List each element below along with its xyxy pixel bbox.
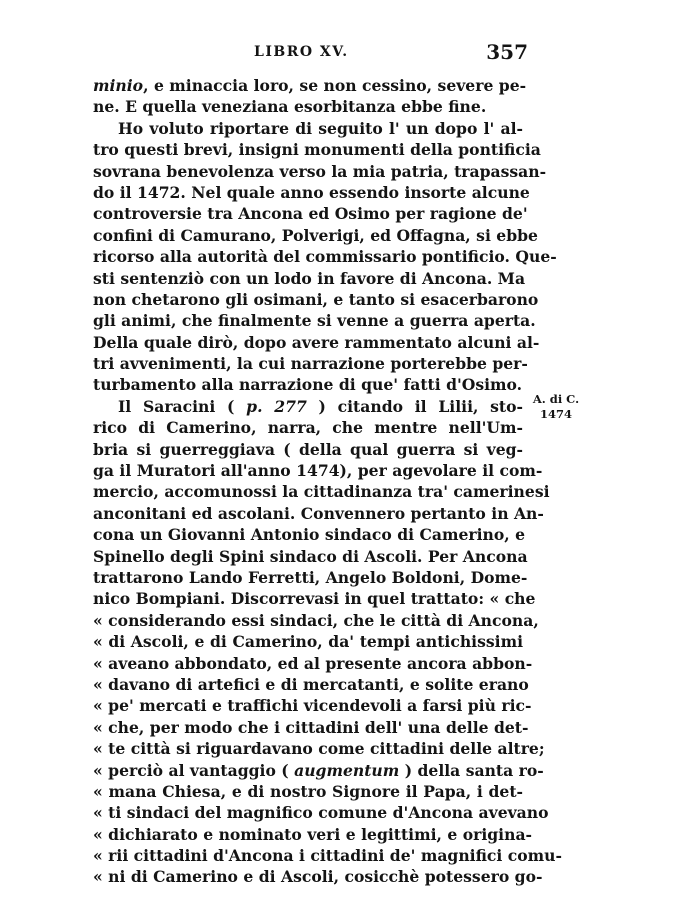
text-line: gli animi, che finalmente si venne a guerra aperta. bbox=[93, 311, 536, 331]
text-line: « aveano abbondato, ed al presente ancora abbon- bbox=[93, 653, 533, 673]
page-header bbox=[96, 40, 528, 66]
italic-term: minio bbox=[93, 76, 144, 95]
text-line: « davano di artefici e di mercatanti, e solite erano bbox=[93, 674, 529, 694]
text-line: controversie tra Ancona ed Osimo per ragione de' bbox=[93, 204, 528, 224]
text-line: « che, per modo che i cittadini dell' una delle det- bbox=[93, 717, 529, 737]
text-line: ga il Muratori all'anno 1474), per agevolare il com- bbox=[93, 461, 543, 481]
text-line: Della quale dirò, dopo avere rammentato alcuni al- bbox=[93, 332, 540, 352]
text-line: « pe' mercati e traffichi vicendevoli a farsi più ric- bbox=[93, 696, 532, 716]
text-line: anconitani ed ascolani. Convennero pertanto in An- bbox=[93, 503, 544, 523]
text-line: sti sentenziò con un lodo in favore di Ancona. Ma bbox=[93, 268, 526, 288]
margin-note bbox=[528, 392, 584, 422]
text-line: ne. E quella veneziana esorbitanza ebbe fine. bbox=[93, 97, 487, 117]
text-line: trattarono Lando Ferretti, Angelo Boldoni, Dome- bbox=[93, 567, 528, 587]
text-line: « dichiarato e nominato veri e legittimi, e origina- bbox=[93, 824, 533, 844]
italic-term: p. 277 bbox=[246, 396, 307, 416]
text-line: « di Ascoli, e di Camerino, da' tempi antichissimi bbox=[93, 632, 523, 652]
italic-term: augmentum bbox=[294, 760, 400, 780]
text-line: Ho voluto riportare di seguito l' un dopo l' al- bbox=[118, 118, 523, 138]
text-line: « mana Chiesa, e di nostro Signore il Papa, i det- bbox=[93, 781, 523, 801]
text-line: ricorso alla autorità del commissario pontificio. Que- bbox=[93, 247, 557, 267]
text-line: « ni di Camerino e di Ascoli, cosicchè potessero go- bbox=[93, 867, 543, 887]
text-line: rico di Camerino, narra, che mentre nell'Um- bbox=[93, 418, 523, 438]
margin-note-year: 1474 bbox=[539, 407, 572, 421]
text-line: Il Saracini ( p. 277 ) citando il Lilii, sto- bbox=[118, 396, 524, 416]
margin-note-era: A. di C. bbox=[532, 392, 580, 406]
text-line: bria si guerreggiava ( della qual guerra si veg- bbox=[93, 439, 523, 459]
text-line: non chetarono gli osimani, e tanto si esacerbarono bbox=[93, 289, 539, 309]
text-line: « perciò al vantaggio ( augmentum ) della santa ro- bbox=[93, 760, 544, 780]
running-title: LIBRO XV. bbox=[254, 44, 349, 60]
text-line: « te città si riguardavano come cittadini delle altre; bbox=[93, 739, 545, 759]
text-line: nico Bompiani. Discorrevasi in quel trattato: « che bbox=[93, 589, 536, 609]
text-line: tro questi brevi, insigni monumenti della pontificia bbox=[93, 140, 541, 160]
text-line: Spinello degli Spini sindaco di Ascoli. Per Ancona bbox=[93, 546, 528, 566]
text-line: sovrana benevolenza verso la mia patria, trapassan- bbox=[93, 161, 547, 181]
text-line: do il 1472. Nel quale anno essendo insorte alcune bbox=[93, 182, 530, 202]
text-line: cona un Giovanni Antonio sindaco di Camerino, e bbox=[93, 525, 526, 545]
text-line: mercio, accomunossi la cittadinanza tra' camerinesi bbox=[93, 482, 550, 502]
text-line: « rii cittadini d'Ancona i cittadini de' magnifici comu- bbox=[93, 846, 562, 866]
text-line: « ti sindaci del magnifico comune d'Ancona avevano bbox=[93, 803, 549, 823]
text-line: tri avvenimenti, la cui narrazione porterebbe per- bbox=[93, 354, 528, 374]
page-number: 357 bbox=[486, 40, 528, 64]
text-line: turbamento alla narrazione di que' fatti d'Osimo. bbox=[93, 375, 523, 395]
text-line: confini di Camurano, Polverigi, ed Offagna, si ebbe bbox=[93, 225, 538, 245]
text-line: « considerando essi sindaci, che le città di Ancona, bbox=[93, 610, 539, 630]
text-line: minio, e minaccia loro, se non cessino, severe pe- bbox=[93, 76, 527, 95]
